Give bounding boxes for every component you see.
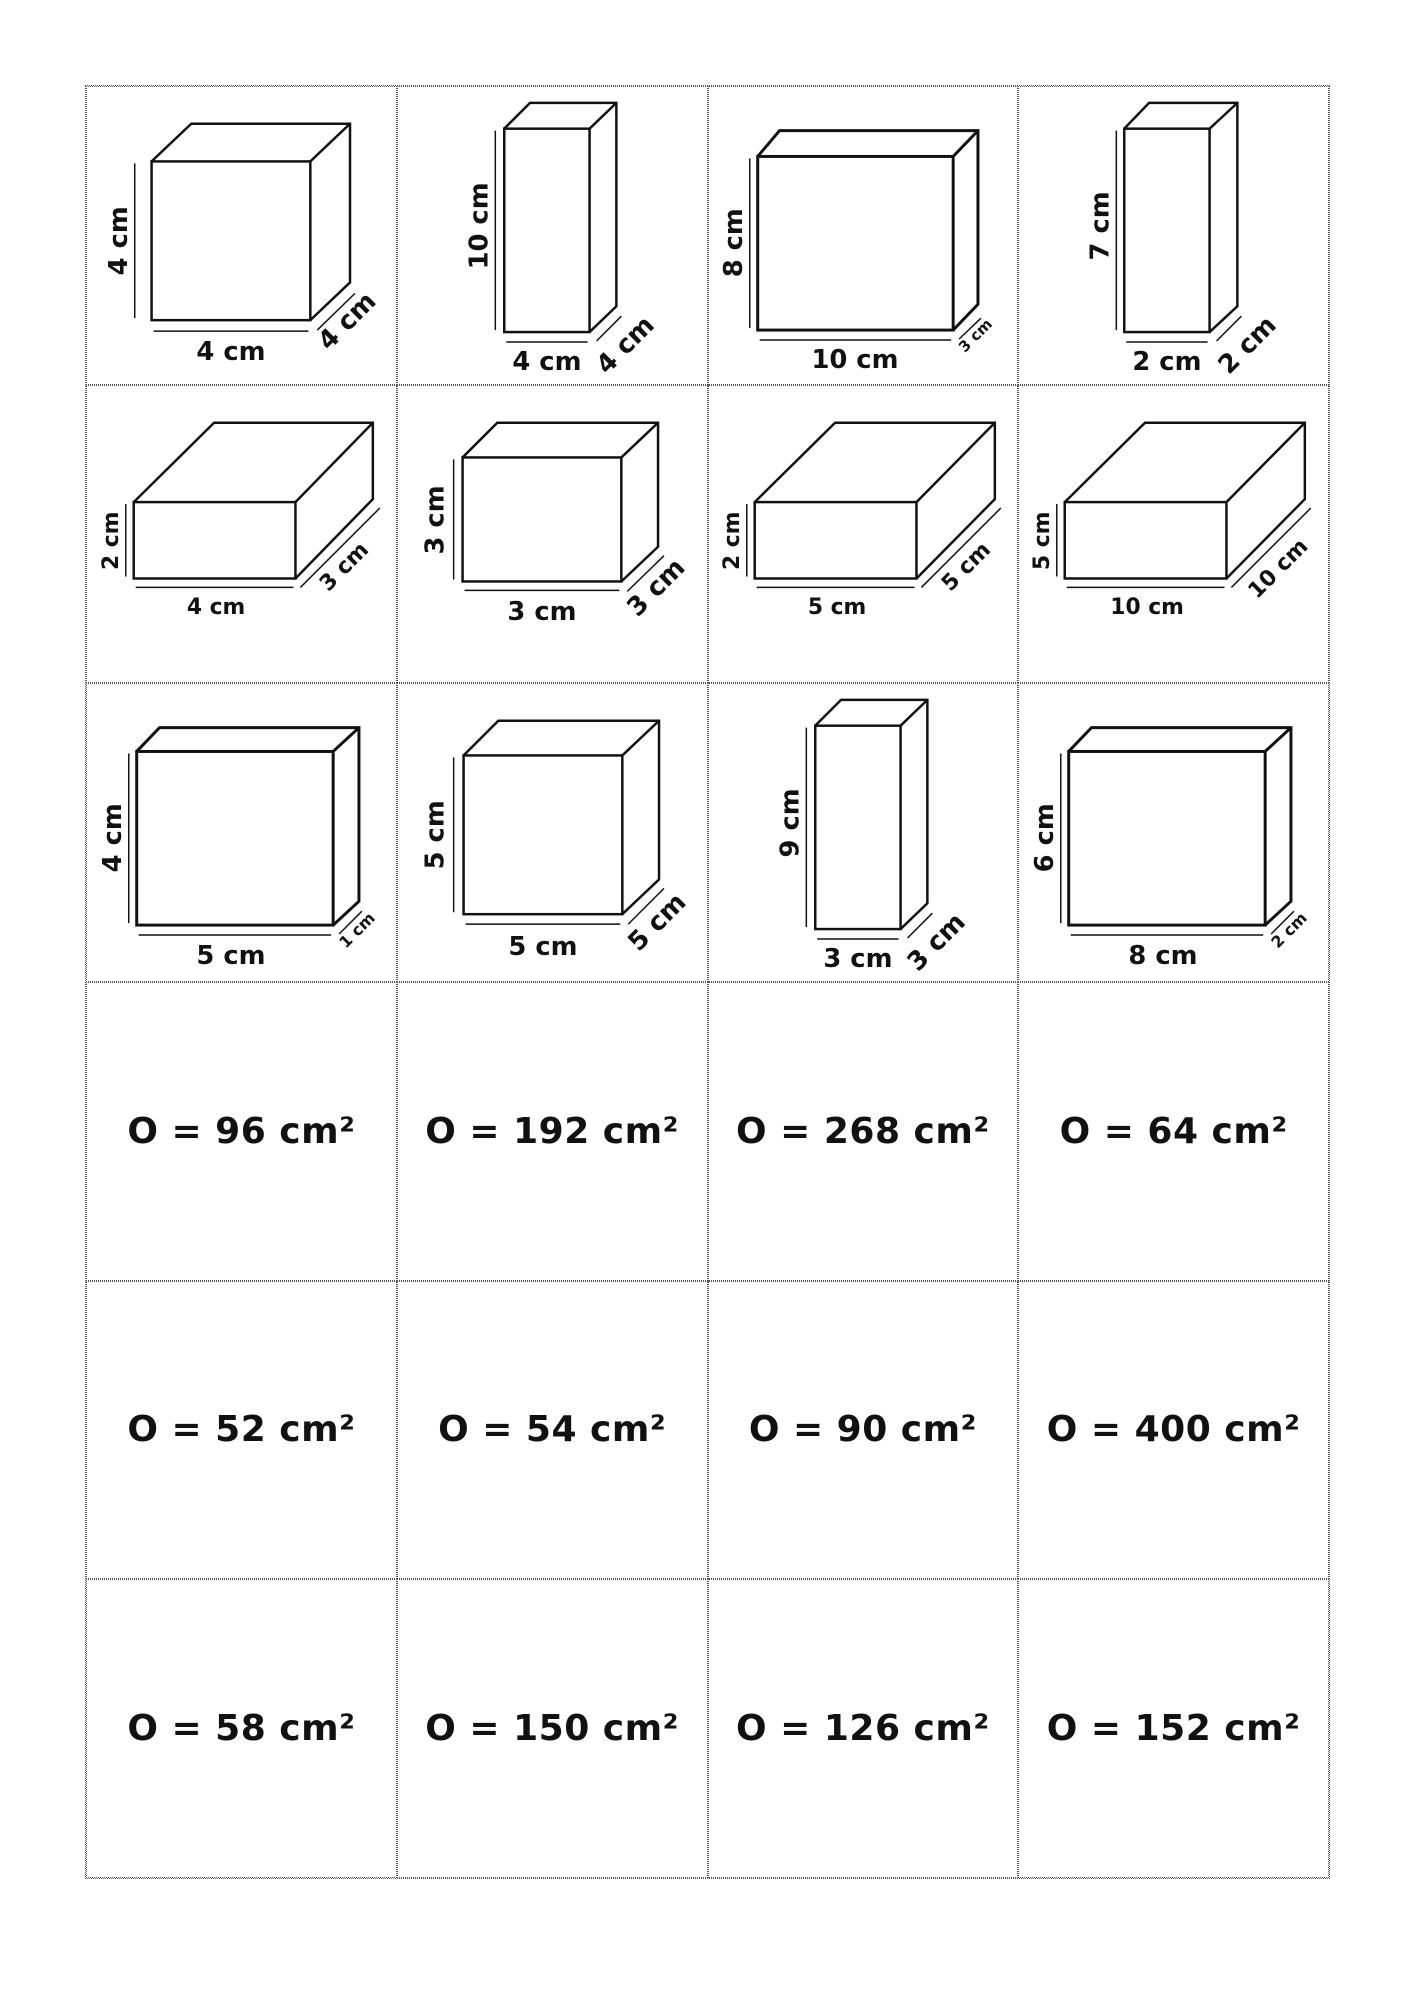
surface-area-text: O = 192 cm² [425, 1110, 679, 1152]
height-label: 6 cm [1030, 803, 1061, 873]
surface-area-text: O = 126 cm² [736, 1708, 990, 1750]
answer-card[interactable] [708, 1579, 1019, 1878]
surface-area-text: O = 150 cm² [425, 1708, 679, 1750]
surface-area-text: O = 90 cm² [748, 1409, 977, 1451]
answer-card[interactable] [397, 982, 708, 1281]
surface-area-text: O = 54 cm² [438, 1409, 667, 1451]
answer-card[interactable] [86, 1579, 397, 1878]
surface-area-text: O = 400 cm² [1046, 1409, 1301, 1451]
width-label: 8 cm [1128, 941, 1198, 972]
depth-label: 3 cm [621, 552, 692, 623]
cuboid-card[interactable] [1018, 385, 1329, 684]
depth-label: 2 cm [1267, 908, 1312, 953]
cuboid-card[interactable] [708, 86, 1019, 385]
cuboid-card[interactable] [397, 86, 708, 385]
answer-card[interactable] [397, 1281, 708, 1580]
height-label: 8 cm [718, 208, 749, 278]
cuboid-drawing [398, 386, 707, 683]
height-label: 7 cm [1085, 191, 1116, 261]
height-label: 9 cm [774, 788, 805, 858]
cuboid-drawing [87, 684, 396, 981]
depth-label: 3 cm [314, 537, 374, 597]
depth-label: 4 cm [590, 310, 661, 381]
surface-area-text: O = 152 cm² [1046, 1708, 1301, 1750]
cuboid-drawing [1019, 386, 1328, 683]
cuboid-card[interactable] [86, 683, 397, 982]
depth-label: 3 cm [901, 907, 972, 978]
cuboid-drawing [87, 87, 396, 384]
width-label: 4 cm [196, 336, 266, 367]
surface-area-text: O = 64 cm² [1059, 1110, 1288, 1152]
width-label: 3 cm [507, 596, 577, 627]
height-label: 3 cm [420, 485, 451, 555]
cuboid-drawing [398, 87, 707, 384]
cuboid-card[interactable] [86, 86, 397, 385]
answer-card[interactable] [708, 982, 1019, 1281]
cuboid-card[interactable] [1018, 683, 1329, 982]
height-label: 5 cm [420, 800, 451, 870]
cuboid-drawing [1019, 684, 1328, 981]
answer-card[interactable] [1018, 982, 1329, 1281]
answer-card[interactable] [1018, 1579, 1329, 1878]
answer-card[interactable] [397, 1579, 708, 1878]
surface-area-text: O = 268 cm² [736, 1110, 990, 1152]
height-label: 4 cm [97, 803, 128, 873]
cuboid-drawing [709, 87, 1018, 384]
answer-card[interactable] [1018, 1281, 1329, 1580]
surface-area-text: O = 52 cm² [127, 1409, 356, 1451]
cuboid-card[interactable] [397, 385, 708, 684]
height-label: 4 cm [103, 206, 134, 276]
cuboid-card[interactable] [708, 683, 1019, 982]
depth-label: 10 cm [1243, 533, 1314, 604]
height-label: 2 cm [98, 511, 124, 570]
width-label: 5 cm [807, 594, 866, 620]
surface-area-text: O = 96 cm² [127, 1110, 356, 1152]
width-label: 10 cm [1110, 594, 1185, 620]
answer-card[interactable] [86, 1281, 397, 1580]
depth-label: 2 cm [1212, 310, 1283, 381]
depth-label: 1 cm [335, 908, 379, 953]
depth-label: 5 cm [936, 537, 996, 597]
cuboid-drawing [87, 386, 396, 683]
cuboid-card[interactable] [86, 385, 397, 684]
depth-label: 4 cm [312, 286, 383, 357]
cuboid-card[interactable] [708, 385, 1019, 684]
cuboid-card[interactable] [397, 683, 708, 982]
surface-area-text: O = 58 cm² [127, 1708, 356, 1750]
cuboid-drawing [398, 684, 707, 981]
width-label: 5 cm [508, 932, 578, 963]
height-label: 10 cm [464, 182, 495, 270]
answer-card[interactable] [86, 982, 397, 1281]
width-label: 4 cm [512, 346, 582, 377]
height-label: 5 cm [1030, 511, 1056, 570]
depth-label: 5 cm [622, 887, 693, 958]
cuboid-drawing [1019, 87, 1328, 384]
width-label: 5 cm [196, 941, 266, 972]
width-label: 10 cm [810, 344, 898, 375]
card-grid [85, 85, 1330, 1879]
width-label: 2 cm [1132, 346, 1202, 377]
cuboid-card[interactable] [1018, 86, 1329, 385]
cuboid-drawing [709, 684, 1018, 981]
cuboid-drawing [709, 386, 1018, 683]
height-label: 2 cm [719, 511, 745, 570]
answer-card[interactable] [708, 1281, 1019, 1580]
width-label: 4 cm [186, 594, 246, 620]
width-label: 3 cm [822, 944, 892, 975]
depth-label: 3 cm [954, 315, 996, 356]
